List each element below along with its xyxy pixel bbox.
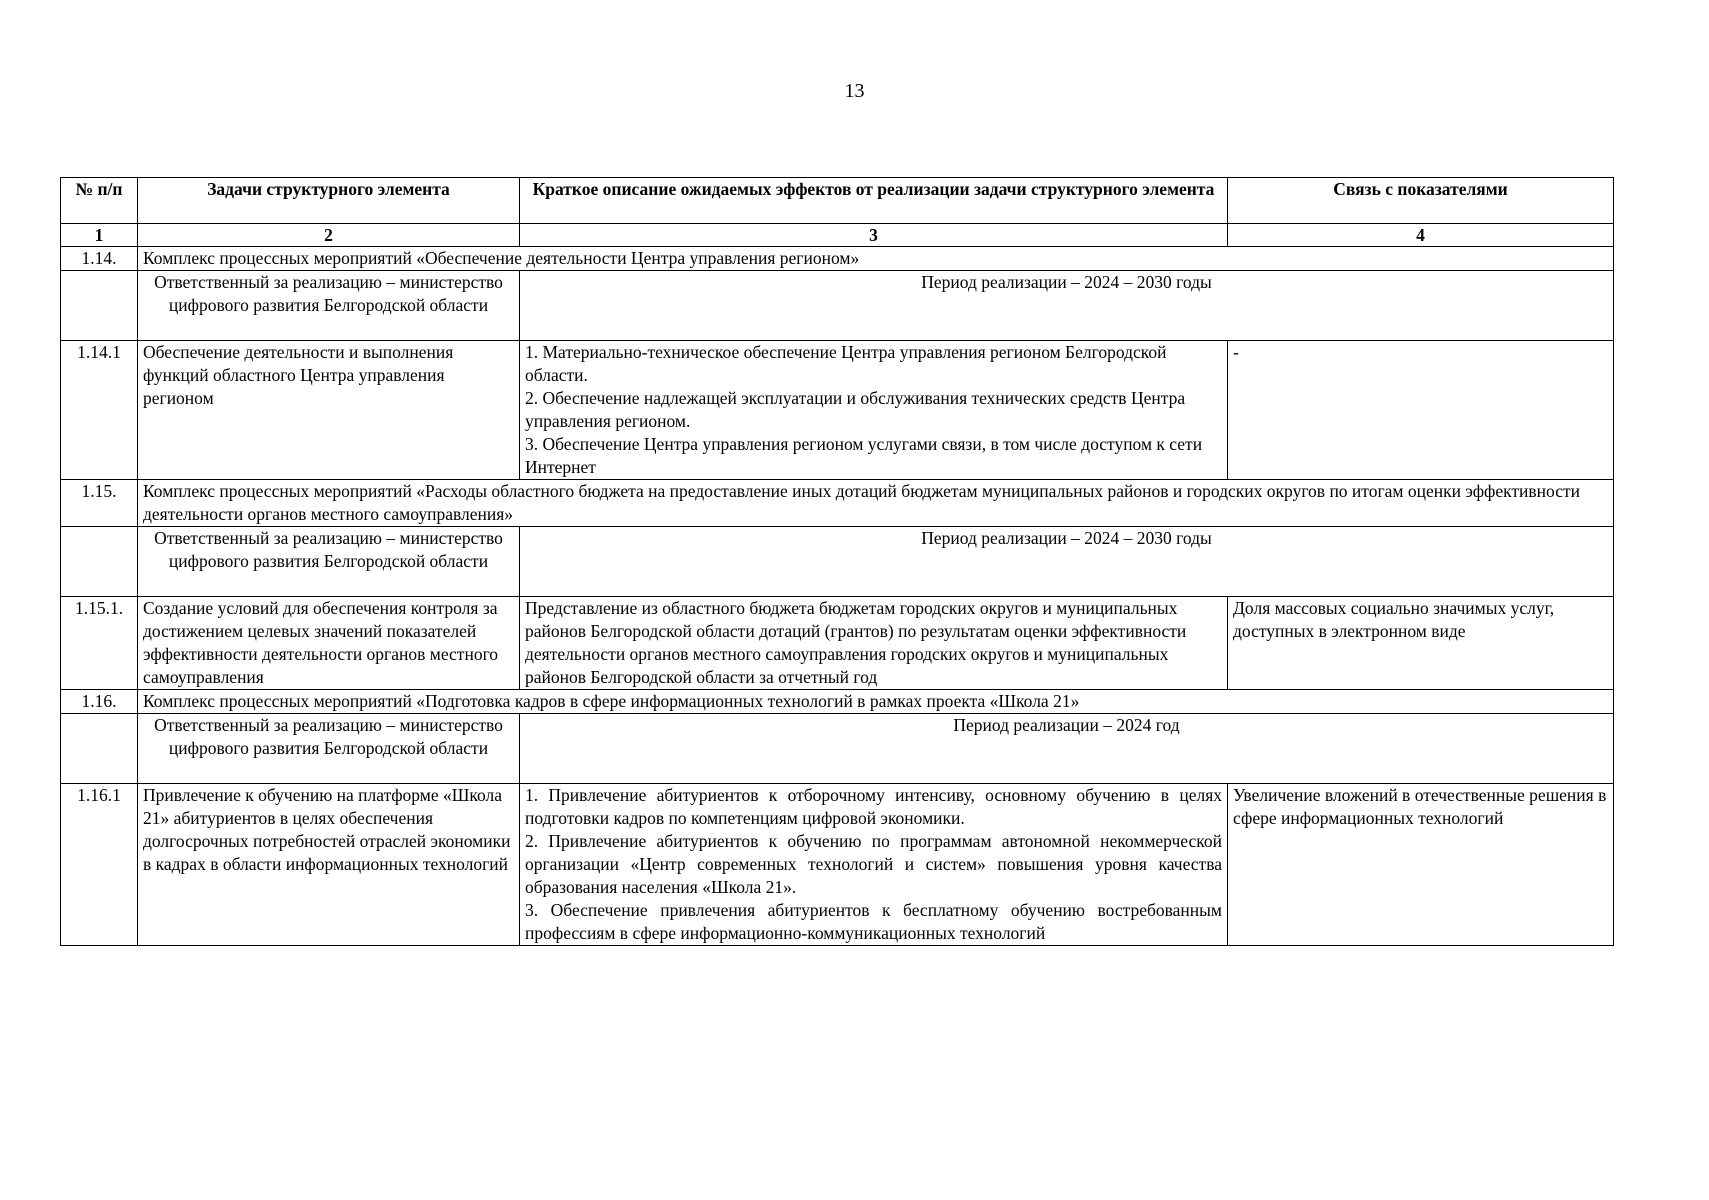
header-indicators: Связь с показателями [1228, 178, 1614, 224]
responsible-row [61, 271, 1614, 341]
column-number: 4 [1228, 224, 1614, 247]
effect-item: 2. Обеспечение надлежащей эксплуатации и обслуживания технических средств Центра управления регионом. [525, 388, 1186, 431]
column-number: 3 [520, 224, 1228, 247]
task-row [61, 597, 1614, 690]
section-number: 1.15. [61, 480, 138, 527]
responsible-row [61, 714, 1614, 784]
section-number: 1.16. [61, 690, 138, 714]
task-effects [520, 597, 1228, 690]
task-row [61, 341, 1614, 480]
task-effects [520, 784, 1228, 946]
effect-item: 2. Привлечение абитуриентов к обучению по программам автономной некоммерческой организации «Центр современных технологий и систем» повышения уровня качества образования населения «Школа 21». [525, 831, 1222, 897]
responsible-row [61, 527, 1614, 597]
table-header-row [61, 178, 1614, 224]
responsible-text: Ответственный за реализацию – министерство цифрового развития Белгородской области [138, 714, 520, 784]
section-row [61, 690, 1614, 714]
task-number: 1.15.1. [61, 597, 138, 690]
empty-cell [61, 527, 138, 597]
page-number: 13 [844, 80, 865, 102]
task-indicators: Доля массовых социально значимых услуг, доступных в электронном виде [1228, 597, 1614, 690]
effect-item: 1. Привлечение абитуриентов к отборочному интенсиву, основному обучению в целях подготовки кадров по компетенциям цифровой экономики. [525, 785, 1222, 828]
task-title: Создание условий для обеспечения контроля за достижением целевых значений показателей эффективности деятельности органов местного самоуправления [138, 597, 520, 690]
responsible-text: Ответственный за реализацию – министерство цифрового развития Белгородской области [138, 527, 520, 597]
column-numbers-row [61, 224, 1614, 247]
header-number: № п/п [61, 178, 138, 224]
task-row [61, 784, 1614, 946]
task-effects [520, 341, 1228, 480]
section-title: Комплекс процессных мероприятий «Подготовка кадров в сфере информационных технологий в рамках проекта «Школа 21» [138, 690, 1614, 714]
task-title: Привлечение к обучению на платформе «Школа 21» абитуриентов в целях обеспечения долгосрочных потребностей отраслей экономики в кадрах в области информационных технологий [138, 784, 520, 946]
section-row [61, 480, 1614, 527]
task-title: Обеспечение деятельности и выполнения функций областного Центра управления регионом [138, 341, 520, 480]
effect-item: 1. Материально-техническое обеспечение Центра управления регионом Белгородской области. [525, 342, 1167, 385]
period-text: Период реализации – 2024 – 2030 годы [520, 271, 1614, 341]
task-indicators: Увеличение вложений в отечественные решения в сфере информационных технологий [1228, 784, 1614, 946]
effect-item: 3. Обеспечение привлечения абитуриентов к бесплатному обучению востребованным профессиям в сфере информационно-коммуникационных технологий [525, 900, 1222, 943]
header-effects: Краткое описание ожидаемых эффектов от реализации задачи структурного элемента [520, 178, 1228, 224]
section-number: 1.14. [61, 247, 138, 271]
tasks-table [60, 177, 1614, 946]
empty-cell [61, 271, 138, 341]
column-number: 1 [61, 224, 138, 247]
section-row [61, 247, 1614, 271]
empty-cell [61, 714, 138, 784]
period-text: Период реализации – 2024 – 2030 годы [520, 527, 1614, 597]
header-tasks: Задачи структурного элемента [138, 178, 520, 224]
column-number: 2 [138, 224, 520, 247]
task-indicators: - [1228, 341, 1614, 480]
effect-item: Представление из областного бюджета бюджетам городских округов и муниципальных районов Белгородской области дотаций (грантов) по результатам оценки эффективности деятельности органов местного самоуправления городских округов и муниципальных районов Белгородской области за отчетный год [525, 598, 1187, 687]
effect-item: 3. Обеспечение Центра управления регионом услугами связи, в том числе доступом к сети Интернет [525, 434, 1203, 477]
responsible-text: Ответственный за реализацию – министерство цифрового развития Белгородской области [138, 271, 520, 341]
task-number: 1.16.1 [61, 784, 138, 946]
section-title: Комплекс процессных мероприятий «Обеспечение деятельности Центра управления регионом» [138, 247, 1614, 271]
task-number: 1.14.1 [61, 341, 138, 480]
section-title: Комплекс процессных мероприятий «Расходы областного бюджета на предоставление иных дотаций бюджетам муниципальных районов и городских округов по итогам оценки эффективности деятельности органов местного самоуправления» [138, 480, 1614, 527]
period-text: Период реализации – 2024 год [520, 714, 1614, 784]
